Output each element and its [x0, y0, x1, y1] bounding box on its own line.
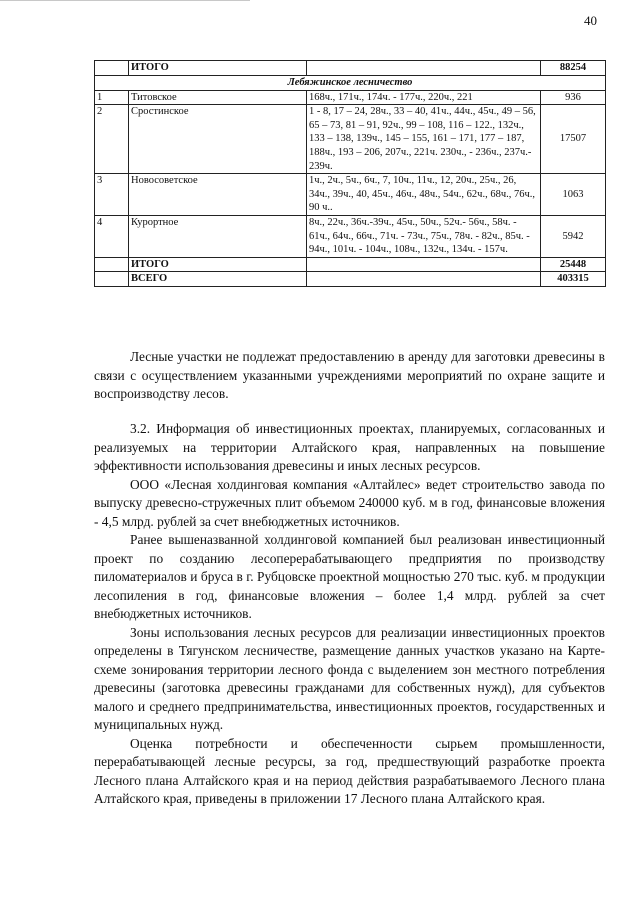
table-row	[95, 215, 606, 257]
table-row-section-total	[95, 257, 606, 272]
row-number: 2	[95, 105, 129, 174]
table-row	[95, 105, 606, 174]
row-quarters: 1ч., 2ч., 5ч., 6ч., 7, 10ч., 11ч., 12, 20ч., 25ч., 26, 34ч., 39ч., 40, 45ч., 46ч., 48ч., 54ч., 62ч., 68ч., 76ч., 90 ч..	[307, 174, 541, 216]
row-name: Курортное	[129, 215, 307, 257]
grand-total-value: 403315	[541, 272, 606, 287]
paragraph: ООО «Лесная холдинговая компания «Алтайлес» ведет строительство завода по выпуску древесно-стружечных плит объемом 240000 куб. м в год, финансовые вложения - 4,5 млрд. рублей за счет внебюджетных источников.	[94, 476, 605, 529]
row-area: 17507	[541, 105, 606, 174]
table-cell	[95, 272, 129, 287]
page-number: 40	[584, 13, 597, 28]
table-row	[95, 90, 606, 105]
table-cell	[307, 272, 541, 287]
table-cell	[307, 257, 541, 272]
row-area: 1063	[541, 174, 606, 216]
paragraph: Лесные участки не подлежат предоставлению в аренду для заготовки древесины в связи с осуществлением указанными учреждениями мероприятий по охране защите и воспроизводству лесов.	[94, 349, 605, 401]
row-area: 936	[541, 90, 606, 105]
paragraph: Ранее вышеназванной холдинговой компанией был реализован инвестиционный проект по созданию лесоперерабатывающего предприятия по производству пиломатериалов и бруса в г. Рубцовске проектной мощностью 270 тыс. куб. м продукции лесопиления в год, финансовые вложения – более 1,4 млрд. рублей за счет внебюджетных источников.	[94, 532, 605, 621]
row-quarters: 8ч., 22ч., 36ч.-39ч., 45ч., 50ч., 52ч.- 56ч., 58ч. - 61ч., 64ч., 66ч., 71ч. - 73ч., 75ч., 78ч. - 82ч., 85ч. - 94ч., 101ч. - 104ч., 108ч., 132ч., 134ч. - 157ч.	[307, 215, 541, 257]
row-number: 4	[95, 215, 129, 257]
row-quarters: 1 - 8, 17 – 24, 28ч., 33 – 40, 41ч., 44ч., 45ч., 49 – 56, 65 – 73, 81 – 91, 92ч., 99 – 108, 116 – 122., 132ч., 133 – 138, 139ч., 145 – 155, 161 – 171, 177 – 187, 188ч., 193 – 206, 207ч., 221ч. 230ч., - 236ч., 237ч.- 239ч.	[307, 105, 541, 174]
section-total-label: ИТОГО	[129, 257, 307, 272]
table-cell	[95, 257, 129, 272]
row-name: Сростинское	[129, 105, 307, 174]
row-quarters: 168ч., 171ч., 174ч. - 177ч., 220ч., 221	[307, 90, 541, 105]
row-area: 5942	[541, 215, 606, 257]
section-title: Лебяжинское лесничество	[95, 75, 606, 90]
top-total-label: ИТОГО	[129, 61, 307, 76]
top-total-value: 88254	[541, 61, 606, 76]
section-total-value: 25448	[541, 257, 606, 272]
table-cell	[307, 61, 541, 76]
investment-section	[94, 420, 605, 809]
table-row-top-total	[95, 61, 606, 76]
table-cell	[95, 61, 129, 76]
table-row	[95, 174, 606, 216]
paragraph: Зоны использования лесных ресурсов для реализации инвестиционных проектов определены в Тягунском лесничестве, размещение данных участков указано на Карте-схеме зонирования территории лесного фонда с выделением зон местного потребления древесины (заготовка древесины гражданами для собственных нужд), для субъектов малого и среднего предпринимательства, инвестиционных проектов, государственных и муниципальных нужд.	[94, 624, 605, 732]
paragraph: Оценка потребности и обеспеченности сырьем промышленности, перерабатывающей лесные ресурсы, за год, предшествующий разработке проекта Лесного плана Алтайского края и на период действия разрабатываемого Лесного плана Алтайского края, приведены в приложении 17 Лесного плана Алтайского края.	[94, 735, 605, 806]
table-row-section	[95, 75, 606, 90]
forestry-area-table	[94, 60, 606, 287]
scan-edge-line	[0, 0, 250, 1]
row-number: 1	[95, 90, 129, 105]
section-heading-paragraph: 3.2. Информация об инвестиционных проектах, планируемых, согласованных и реализуемых на территории Алтайского края, направленных на повышение эффективности использования древесины и иных лесных ресурсов.	[94, 421, 605, 473]
table-row-grand-total	[95, 272, 606, 287]
row-name: Титовское	[129, 90, 307, 105]
grand-total-label: ВСЕГО	[129, 272, 307, 287]
lease-note	[94, 348, 605, 404]
row-number: 3	[95, 174, 129, 216]
row-name: Новосоветское	[129, 174, 307, 216]
